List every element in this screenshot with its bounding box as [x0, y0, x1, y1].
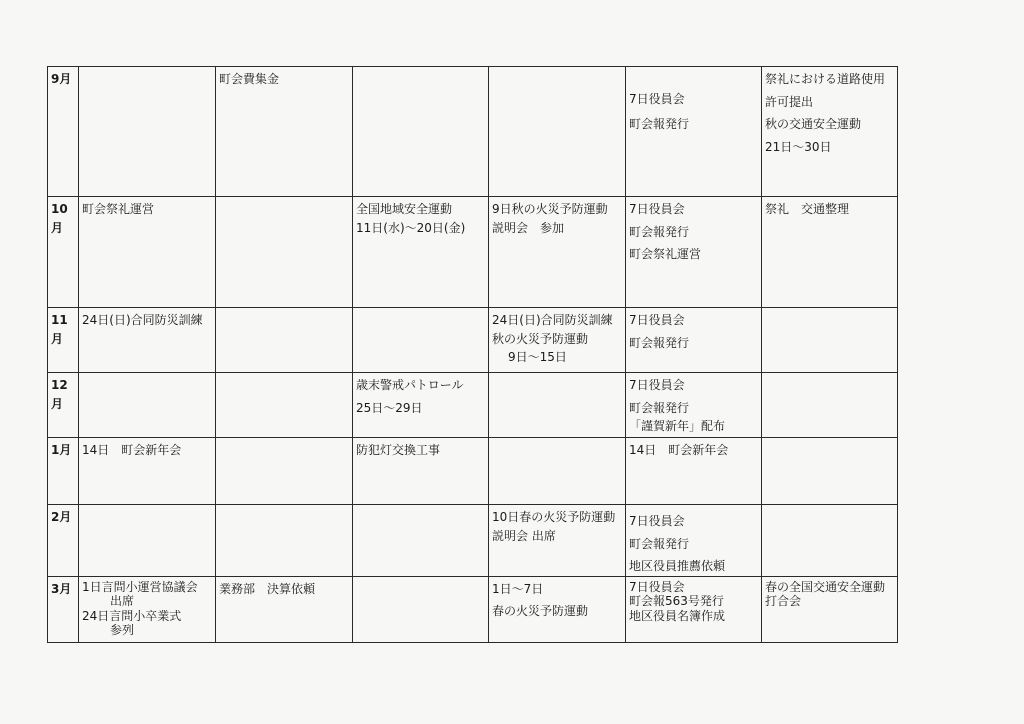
month-cell: 11月 [48, 308, 79, 373]
month-cell: 3月 [48, 576, 79, 642]
cell-text: 歳末警戒パトロール [356, 378, 464, 392]
month-cell: 2月 [48, 505, 79, 577]
table-cell [626, 576, 762, 642]
cell-text: 春の火災予防運動 [492, 604, 589, 619]
month-cell: 1月 [48, 438, 79, 505]
table-cell [489, 576, 626, 642]
table-cell [762, 373, 898, 438]
table-cell [626, 438, 762, 505]
cell-text: 秋の火災予防運動 [492, 331, 589, 346]
table-cell [489, 438, 626, 505]
table-row [48, 308, 898, 373]
cell-text: 24日言問小卒業式 [82, 608, 182, 623]
cell-text: 24日(日)合同防災訓練 [492, 313, 613, 327]
cell-text: 14日 町会新年会 [82, 443, 182, 457]
cell-text: 1日言問小運営協議会 [82, 579, 198, 594]
cell-text: 24日(日)合同防災訓練 [82, 313, 203, 327]
table-cell [489, 67, 626, 197]
cell-text: 説明会 参加 [492, 220, 565, 235]
cell-text: 打合会 [765, 594, 802, 609]
cell-text: 町会祭礼運営 [629, 247, 702, 262]
cell-text: 7日役員会 [629, 202, 685, 216]
table-cell [626, 505, 762, 577]
cell-text: 7日役員会 [629, 378, 685, 392]
table-cell [79, 373, 216, 438]
table-cell [353, 576, 489, 642]
cell-text: 全国地域安全運動 [356, 202, 453, 216]
table-cell [216, 438, 353, 505]
cell-text: 21日～30日 [765, 139, 832, 154]
cell-text: 町会報発行 [629, 400, 690, 415]
cell-text: 9日秋の火災予防運動 [492, 202, 608, 216]
table-row [48, 67, 898, 197]
cell-text: 祭礼 交通整理 [765, 202, 850, 216]
month-cell: 9月 [48, 67, 79, 197]
cell-text: 7日役員会 [629, 514, 685, 528]
cell-text: 7日役員会 [629, 92, 685, 106]
cell-text: 町会報発行 [629, 335, 690, 350]
table-row [48, 373, 898, 438]
table-cell [353, 197, 489, 308]
table-cell [353, 505, 489, 577]
annual-schedule-table [47, 66, 898, 643]
cell-text: 説明会 出席 [492, 528, 556, 543]
table-cell [216, 373, 353, 438]
table-cell [626, 308, 762, 373]
table-row [48, 576, 898, 642]
table-cell [79, 438, 216, 505]
table-cell [762, 576, 898, 642]
table-cell [79, 505, 216, 577]
cell-text: 7日役員会 [629, 579, 685, 594]
cell-text: 7日役員会 [629, 313, 685, 327]
table-cell [626, 197, 762, 308]
cell-text: 許可提出 [765, 94, 814, 109]
table-cell [216, 197, 353, 308]
table-cell [353, 67, 489, 197]
cell-text: 町会報発行 [629, 224, 690, 239]
table-cell [762, 438, 898, 505]
table-cell [762, 197, 898, 308]
cell-text: 14日 町会新年会 [629, 443, 729, 457]
table-cell [353, 373, 489, 438]
cell-text: 地区役員推薦依頼 [629, 559, 726, 574]
cell-text: 25日～29日 [356, 400, 423, 415]
cell-text: 町会祭礼運営 [82, 202, 155, 216]
table-cell [353, 308, 489, 373]
table-row [48, 197, 898, 308]
cell-text: 地区役員名簿作成 [629, 608, 726, 623]
table-cell [762, 308, 898, 373]
cell-text: 9日～15日 [508, 350, 567, 365]
table-cell [79, 576, 216, 642]
table-cell [489, 505, 626, 577]
table-cell [489, 373, 626, 438]
table-cell [626, 67, 762, 197]
table-row [48, 505, 898, 577]
cell-text: 「謹賀新年」配布 [629, 419, 726, 434]
table-row [48, 438, 898, 505]
cell-text: 町会報発行 [629, 536, 690, 551]
month-cell: 10月 [48, 197, 79, 308]
cell-text: 出席 [110, 594, 135, 609]
month-cell: 12月 [48, 373, 79, 438]
table-cell [353, 438, 489, 505]
table-cell [79, 67, 216, 197]
cell-text: 10日春の火災予防運動 [492, 510, 616, 524]
cell-text: 町会報563号発行 [629, 594, 724, 609]
cell-text: 町会費集金 [219, 72, 280, 86]
cell-text: 祭礼における道路使用 [765, 72, 886, 86]
table-cell [762, 67, 898, 197]
table-cell [79, 197, 216, 308]
table-cell [216, 505, 353, 577]
cell-text: 春の全国交通安全運動 [765, 579, 886, 594]
table-cell [216, 308, 353, 373]
table-cell [762, 505, 898, 577]
table-cell [216, 67, 353, 197]
table-cell [489, 197, 626, 308]
cell-text: 防犯灯交換工事 [356, 443, 441, 457]
cell-text: 1日～7日 [492, 581, 544, 596]
table-cell [489, 308, 626, 373]
cell-text: 11日(水)～20日(金) [356, 220, 466, 235]
cell-text: 参列 [110, 622, 135, 637]
cell-text: 町会報発行 [629, 116, 690, 131]
table-cell [79, 308, 216, 373]
cell-text: 業務部 決算依頼 [219, 581, 316, 596]
cell-text: 秋の交通安全運動 [765, 117, 862, 132]
table-cell [626, 373, 762, 438]
table-cell [216, 576, 353, 642]
